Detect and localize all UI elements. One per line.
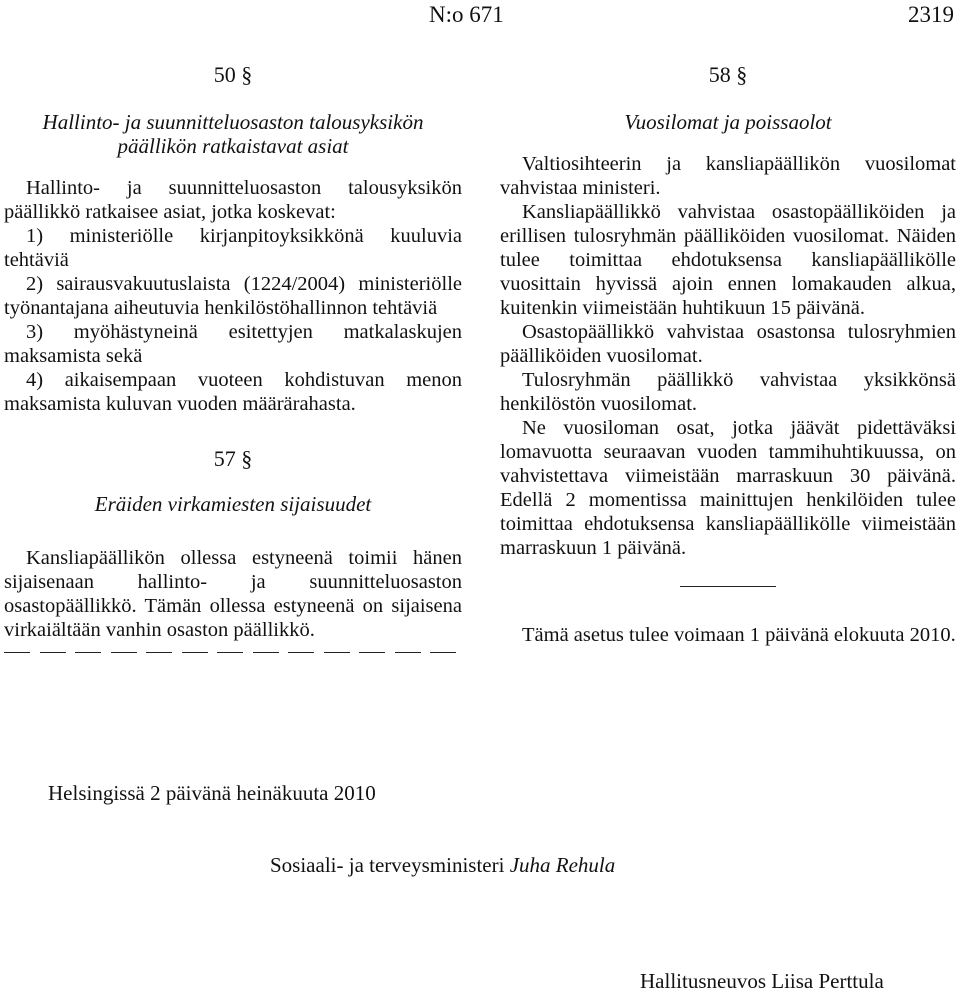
section-50-number: 50 § xyxy=(213,62,253,87)
section-50-item-3: 3) myöhästyneinä esitettyjen matkalaskujen maksamista sekä xyxy=(4,321,462,367)
section-58-paragraph-4: Tulosryhmän päällikkö vahvistaa yksikkönsä henkilöstön vuosilomat. xyxy=(500,369,956,415)
section-50-intro: Hallinto- ja suunnitteluosaston talousyksikön päällikkö ratkaisee asiat, jotka koskevat: xyxy=(4,177,462,223)
page-number: 2319 xyxy=(908,2,954,27)
entry-into-force: Tämä asetus tulee voimaan 1 päivänä elokuuta 2010. xyxy=(522,624,956,646)
page-header xyxy=(0,0,960,30)
section-58-title: Vuosilomat ja poissaolot xyxy=(624,110,832,134)
minister-signature xyxy=(270,852,615,878)
right-column xyxy=(500,60,956,647)
section-57-number: 57 § xyxy=(213,446,253,471)
section-58-paragraph-1: Valtiosihteerin ja kansliapäällikön vuosilomat vahvistaa ministeri. xyxy=(500,153,956,199)
place-and-date: Helsingissä 2 päivänä heinäkuuta 2010 xyxy=(48,781,376,805)
section-50-item-2: 2) sairausvakuutuslaista (1224/2004) ministeriölle työnantajana aiheutuvia henkilöstöhallinnon tehtäviä xyxy=(4,273,462,319)
section-50-item-4: 4) aikaisempaan vuoteen kohdistuvan menon maksamista kuluvan vuoden määrärahasta. xyxy=(4,369,462,415)
left-column xyxy=(4,60,462,653)
document-number: N:o 671 xyxy=(429,2,504,27)
section-50-title: Hallinto- ja suunnitteluosaston talousyksikön päällikön ratkaistavat asiat xyxy=(42,110,424,158)
section-58-number: 58 § xyxy=(708,62,748,87)
section-58-paragraph-2: Kansliapäällikkö vahvistaa osastopäälliköiden ja erillisen tulosryhmän päälliköiden vuosilomat. Näiden tulee toimittaa ehdotuksensa kansliapäällikölle vuosittain hyvissä ajoin ennen lomakauden alkua, kuitenkin viimeistään huhtikuun 15 päivänä. xyxy=(500,201,956,319)
section-58-paragraph-3: Osastopäällikkö vahvistaa osastonsa tulosryhmien päälliköiden vuosilomat. xyxy=(500,321,956,367)
section-57-title: Eräiden virkamiesten sijaisuudet xyxy=(94,492,372,516)
section-57-paragraph: Kansliapäällikön ollessa estyneenä toimii hänen sijaisenaan hallinto- ja suunnitteluosaston osastopäällikkö. Tämän ollessa estyneenä on sijaisena virkaiältään vanhin osaston päällikkö. xyxy=(4,547,462,641)
section-50-item-1: 1) ministeriölle kirjanpitoyksikkönä kuuluvia tehtäviä xyxy=(4,225,462,271)
minister-title: Sosiaali- ja terveysministeri xyxy=(270,853,505,877)
dashed-separator xyxy=(4,652,456,653)
counsel-signature: Hallitusneuvos Liisa Perttula xyxy=(640,969,884,993)
minister-name: Juha Rehula xyxy=(509,853,616,877)
section-58-paragraph-5: Ne vuosiloman osat, jotka jäävät pidettäväksi lomavuotta seuraavan vuoden tammihuhtikuussa, on vahvistettava viimeistään marraskuun 30 päivänä. Edellä 2 momentissa mainittujen henkilöiden tulee toimittaa ehdotuksensa kansliapäällikölle viimeistään marraskuun 1 päivänä. xyxy=(500,417,956,559)
